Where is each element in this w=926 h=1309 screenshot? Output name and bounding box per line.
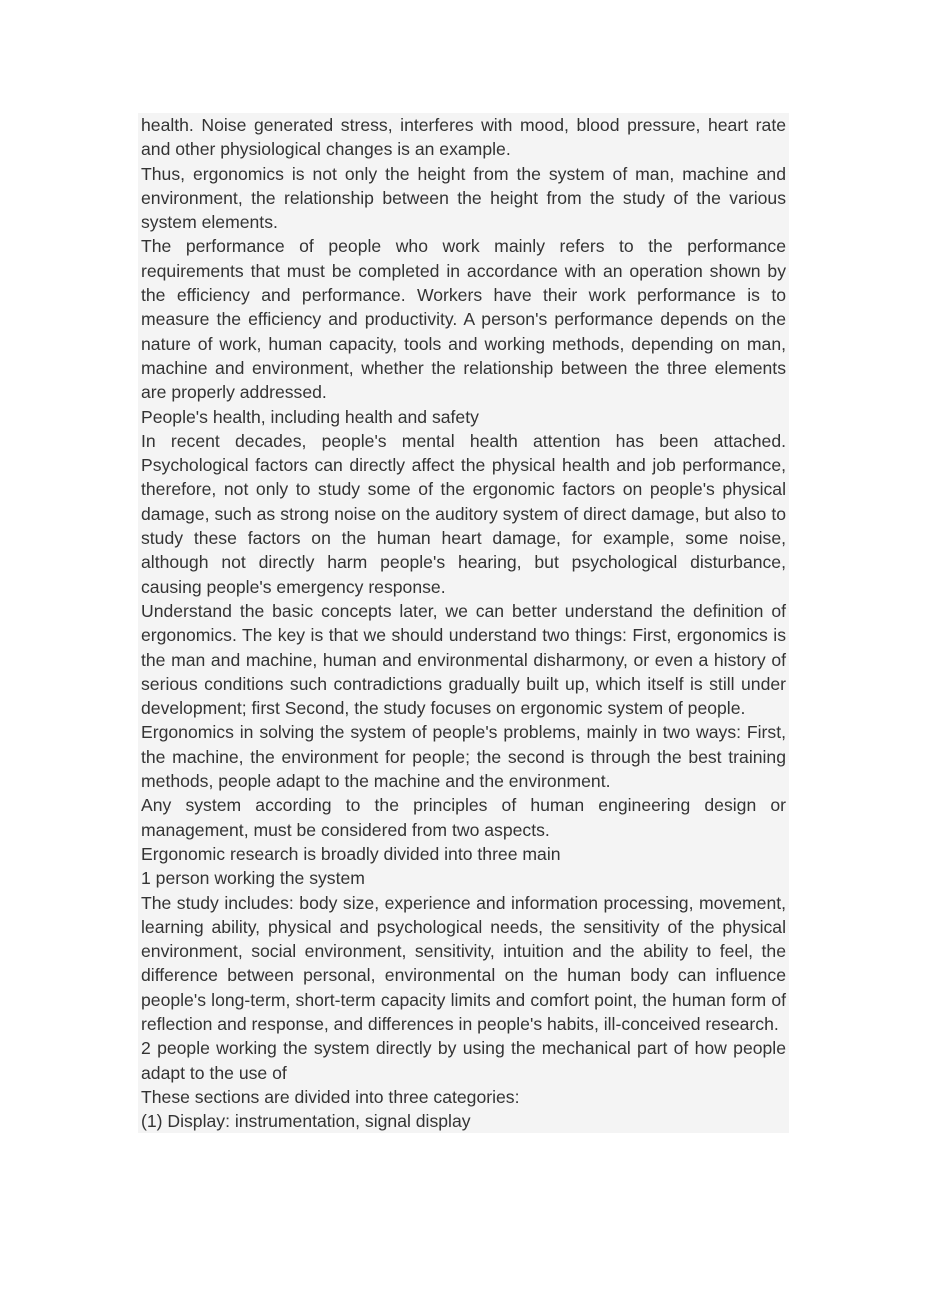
paragraph: Understand the basic concepts later, we can better understand the definition of ergonomics. The key is that we should understand two things: First, ergonomics is the man and machine, human and environmental disharmony, or even a history of serious conditions such contradictions gradually built up, which itself is still under development; first Second, the study focuses on ergonomic system of people. <box>141 600 786 719</box>
paragraph: (1) Display: instrumentation, signal display <box>141 1111 471 1132</box>
paragraph: Ergonomic research is broadly divided into three main <box>141 843 561 864</box>
paragraph: In recent decades, people's mental health attention has been attached. Psychological factors can directly affect the physical health and job performance, therefore, not only to study some of the ergonomic factors on people's physical damage, such as strong noise on the auditory system of direct damage, but also to study these factors on the human heart damage, for example, some noise, although not directly harm people's hearing, but psychological disturbance, causing people's emergency response. <box>141 430 786 597</box>
paragraph: 1 person working the system <box>141 868 365 889</box>
paragraph: The study includes: body size, experience and information processing, movement, learning ability, physical and psychological needs, the sensitivity of the physical environment, social environment, sensitivity, intuition and the ability to feel, the difference between personal, environmental on the human body can influence people's long-term, short-term capacity limits and comfort point, the human form of reflection and response, and differences in people's habits, ill-conceived research. <box>141 892 786 1034</box>
paragraph: The performance of people who work mainly refers to the performance requirements that must be completed in accordance with an operation shown by the efficiency and performance. Workers have their work performance is to measure the efficiency and productivity. A person's performance depends on the nature of work, human capacity, tools and working methods, depending on man, machine and environment, whether the relationship between the three elements are properly addressed. <box>141 236 786 403</box>
document-body <box>138 113 789 1133</box>
paragraph: People's health, including health and safety <box>141 406 479 427</box>
paragraph: Thus, ergonomics is not only the height from the system of man, machine and environment, the relationship between the height from the study of the various system elements. <box>141 163 786 233</box>
paragraph: These sections are divided into three categories: <box>141 1086 520 1107</box>
paragraph: health. Noise generated stress, interferes with mood, blood pressure, heart rate and other physiological changes is an example. <box>141 115 786 160</box>
paragraph: Any system according to the principles of human engineering design or management, must be considered from two aspects. <box>141 795 786 840</box>
paragraph: 2 people working the system directly by using the mechanical part of how people adapt to the use of <box>141 1038 786 1083</box>
paragraph: Ergonomics in solving the system of people's problems, mainly in two ways: First, the machine, the environment for people; the second is through the best training methods, people adapt to the machine and the environment. <box>141 722 786 792</box>
